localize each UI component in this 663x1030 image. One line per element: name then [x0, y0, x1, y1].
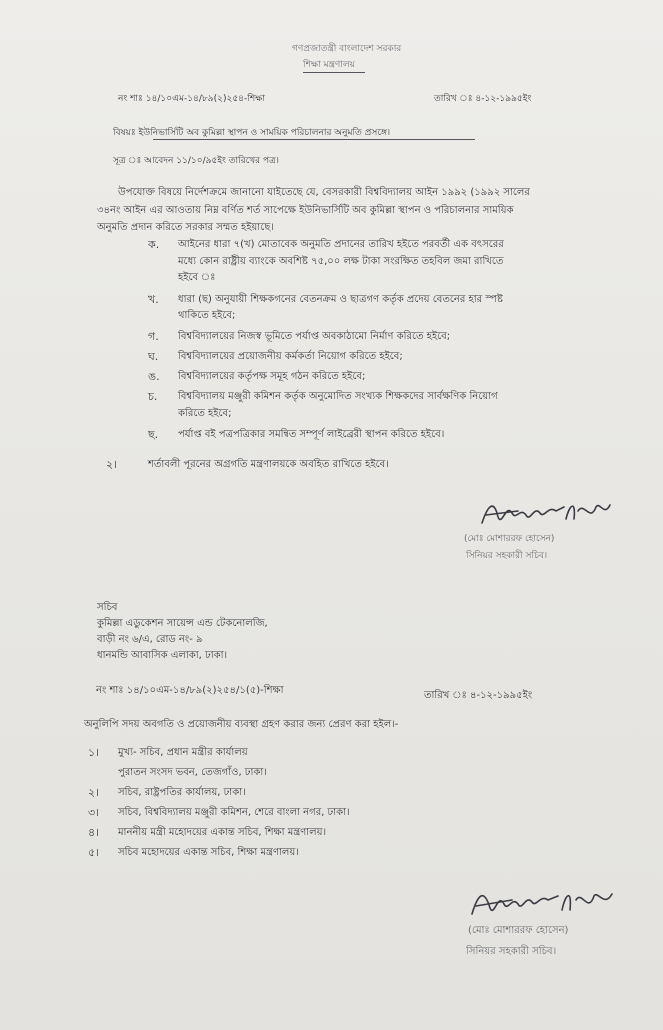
condition-marker: ঘ.	[148, 350, 159, 363]
addressee-line: ধানমন্ডি আবাসিক এলাকা, ঢাকা।	[97, 650, 228, 661]
ministry-header: শিক্ষা মন্ত্রণালয়	[303, 60, 355, 70]
signatory-name-1: (মোঃ মোশাররফ হোসেন)	[464, 534, 555, 544]
copy-item-number: ৩।	[88, 806, 100, 819]
condition-text: করিতে হইবে;	[178, 408, 232, 419]
copy-item-number: ২।	[88, 786, 100, 799]
condition-marker: ছ.	[148, 428, 159, 441]
condition-text: বিশ্ববিদ্যালয়ের কর্তৃপক্ষ সমূহ গঠন করিতে হইবে;	[178, 371, 366, 382]
copy-item-number: ১।	[88, 746, 100, 759]
condition-marker: ক.	[148, 238, 160, 251]
condition-marker: খ.	[148, 293, 159, 306]
copy-item-text: মাননীয় মন্ত্রী মহোদয়ের একান্ত সচিব, শিক্ষা মন্ত্রণালয়।	[118, 827, 327, 838]
copy-memo-date: তারিখ ঃ ৪-১২-১৯৯৫ইং	[424, 690, 533, 701]
point-2-text: শর্তাবলী পূরনের অগ্রগতি মন্ত্রণালয়কে অবহিত রাখিতে হইবে।	[148, 459, 389, 470]
copy-memo-number: নং শাঃ ১৪/১০এম-১৪/৮৯(২)২৫৪/১(৫)-শিক্ষা	[96, 685, 284, 696]
condition-text: হইবে ঃ	[178, 272, 216, 283]
copy-item-text: সচিব মহোদয়ের একান্ত সচিব, শিক্ষা মন্ত্রণালয়।	[118, 847, 299, 858]
ministry-underline	[303, 72, 365, 73]
copy-item-text: সচিব, রাষ্ট্রপতির কার্যালয়, ঢাকা।	[118, 787, 246, 798]
condition-text: আইনের ধারা ৭(খ) মোতাবেক অনুমতি প্রদানের তারিখ হইতে পরবর্তী এক বৎসরের	[178, 239, 504, 250]
copy-item-text: সচিব, বিশ্ববিদ্যালয় মঞ্জুরী কমিশন, শেরে বাংলা নগর, ঢাকা।	[118, 807, 350, 818]
condition-text: বিশ্ববিদ্যালয় মঞ্জুরী কমিশন কর্তৃক অনুমোদিত সংখ্যক শিক্ষকদের সার্বক্ষণিক নিয়োগ	[178, 391, 498, 402]
copy-item-number: ৪।	[88, 826, 100, 839]
copy-item-text: পুরাতন সংসদ ভবন, তেজগাঁও, ঢাকা।	[118, 767, 267, 778]
condition-marker: চ.	[148, 390, 158, 403]
condition-text: মধ্যে কোন রাষ্ট্রীয় ব্যাংকে অবশিষ্ট ৭৫,০০ লক্ষ টাকা সংরক্ষিত তহবিল জমা রাখিতে	[178, 256, 504, 267]
addressee-line: বাড়ী নং ৬/এ, রোড নং- ৯	[97, 634, 203, 645]
memo-date: তারিখ ঃ ৪-১২-১৯৯৫ইং	[434, 94, 532, 104]
memo-number: নং শাঃ ১৪/১০এম-১৪/৮৯(২)২৫৪-শিক্ষা	[118, 94, 266, 104]
copy-intro: অনুলিপি সদয় অবগতি ও প্রয়োজনীয় ব্যবস্থা গ্রহণ করার জন্য প্রেরণ করা হইল।-	[84, 719, 399, 730]
signature-1	[478, 493, 618, 531]
signatory-name-2: (মোঃ মোশাররফ হোসেন)	[468, 925, 569, 936]
condition-text: ধারা (ছ) অনুযায়ী শিক্ষকগনের বেতনক্রম ও ছাত্রগণ কর্তৃক প্রদেয় বেতনের হার স্পষ্ট	[178, 294, 503, 305]
copy-item-number: ৫।	[88, 846, 100, 859]
copy-item-text: মুখ্য- সচিব, প্রধান মন্ত্রীর কার্যালয়	[118, 747, 248, 758]
condition-text: থাকিতে হইবে;	[178, 310, 236, 321]
reference-line: সূত্র ঃ আবেদন ১১/১০/৯৫ইং তারিখের পত্র।	[113, 156, 279, 166]
condition-text: বিশ্ববিদ্যালয়ের নিজস্ব ভূমিতে পর্যাপ্ত অবকাঠামো নির্মাণ করিতে হইবে;	[178, 331, 451, 342]
signatory-title-2: সিনিয়র সহকারী সচিব।	[466, 946, 557, 957]
condition-text: বিশ্ববিদ্যালয়ের প্রয়োজনীয় কর্মকর্তা নিয়োগ করিতে হইবে;	[178, 351, 403, 362]
intro-line-1: উপযোক্ত বিষয়ে নির্দেশক্রমে জানানো যাইতেছে যে, বেসরকারী বিশ্ববিদ্যালয় আইন ১৯৯২ (১৯৯২ সালের	[118, 187, 530, 198]
condition-marker: ঙ.	[148, 370, 160, 383]
addressee-line: কুমিল্লা এডুকেশন সায়েন্স এন্ড টেকনোলজি,	[97, 618, 268, 629]
subject-underline	[153, 139, 475, 140]
addressee-line: সচিব	[97, 602, 118, 613]
signature-2	[468, 880, 618, 924]
condition-text: পর্যাপ্ত বই পত্রপত্রিকার সমন্বিত সম্পূর্ণ লাইব্রেরী স্থাপন করিতে হইবে।	[178, 429, 445, 440]
condition-marker: গ.	[148, 330, 159, 343]
intro-line-2: ৩৪নং আইন এর আওতায় নিম্ন বর্ণিত শর্ত সাপেক্ষে ইউনিভার্সিটি অব কুমিল্লা স্থাপন ও পরিচালনার সাময়িক	[97, 205, 514, 216]
subject-line: বিষয়ঃ ইউনিভার্সিটি অব কুমিল্লা স্থাপন ও সাময়িক পরিচালনার অনুমতি প্রসঙ্গে।	[113, 128, 391, 138]
govt-header: গণপ্রজাতন্ত্রী বাংলাদেশ সরকার	[292, 44, 402, 54]
signatory-title-1: সিনিয়র সহকারী সচিব।	[466, 551, 548, 561]
point-2-number: ২।	[106, 458, 118, 471]
intro-line-3: অনুমতি প্রদান করিতে সরকার সম্মত হইয়াছে।	[97, 222, 274, 233]
